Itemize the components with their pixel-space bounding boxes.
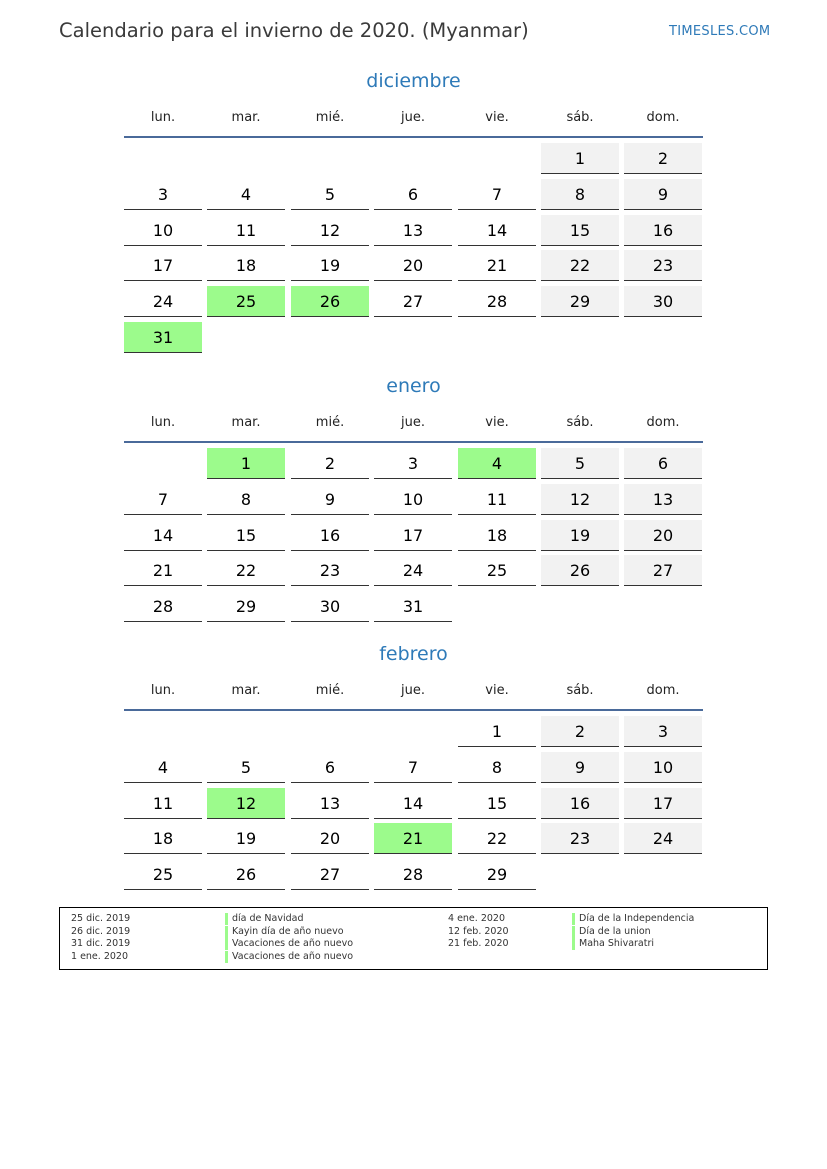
holiday-day-cell[interactable]: 26 [291,286,369,317]
day-cell[interactable]: 1 [458,716,536,747]
day-cell[interactable]: 15 [458,788,536,819]
header-divider [124,136,703,138]
day-cell[interactable]: 19 [207,823,285,854]
weekday-header: jue. [401,415,425,430]
day-cell[interactable]: 22 [207,555,285,586]
day-cell[interactable]: 26 [541,555,619,586]
holiday-day-cell[interactable]: 25 [207,286,285,317]
legend-holiday-name: Día de la Independencia [572,913,694,925]
day-cell[interactable]: 25 [124,859,202,890]
day-cell[interactable]: 5 [207,752,285,783]
day-cell[interactable]: 11 [124,788,202,819]
day-cell[interactable]: 27 [291,859,369,890]
weekday-header: vie. [485,110,509,125]
day-cell[interactable]: 17 [124,250,202,281]
day-cell[interactable]: 24 [624,823,702,854]
day-cell[interactable]: 3 [124,179,202,210]
day-cell[interactable]: 9 [541,752,619,783]
weekday-header: lun. [150,415,176,430]
day-cell[interactable]: 14 [374,788,452,819]
legend-date: 25 dic. 2019 [71,913,131,924]
day-cell[interactable]: 30 [624,286,702,317]
day-cell[interactable]: 11 [458,484,536,515]
weekday-header: dom. [646,110,680,125]
day-cell[interactable]: 10 [624,752,702,783]
day-cell[interactable]: 13 [374,215,452,246]
legend-date: 31 dic. 2019 [71,938,131,949]
day-cell[interactable]: 7 [458,179,536,210]
day-cell[interactable]: 29 [458,859,536,890]
day-cell[interactable]: 17 [374,520,452,551]
day-cell[interactable]: 10 [124,215,202,246]
weekday-header: sáb. [566,415,594,430]
legend-date: 12 feb. 2020 [448,926,509,937]
day-cell[interactable]: 11 [207,215,285,246]
day-cell[interactable]: 25 [458,555,536,586]
weekday-header: vie. [485,683,509,698]
day-cell[interactable]: 23 [624,250,702,281]
day-cell[interactable]: 19 [541,520,619,551]
day-cell[interactable]: 28 [124,591,202,622]
day-cell[interactable]: 20 [291,823,369,854]
day-cell[interactable]: 28 [374,859,452,890]
month-name: diciembre [366,70,461,92]
day-cell[interactable]: 7 [374,752,452,783]
day-cell[interactable]: 24 [374,555,452,586]
weekday-header: mar. [231,110,261,125]
weekday-header: dom. [646,415,680,430]
day-cell[interactable]: 14 [124,520,202,551]
day-cell[interactable]: 29 [207,591,285,622]
day-cell[interactable]: 28 [458,286,536,317]
weekday-header: mié. [315,683,345,698]
day-cell[interactable]: 24 [124,286,202,317]
holiday-day-cell[interactable]: 4 [458,448,536,479]
weekday-header: lun. [150,683,176,698]
day-cell[interactable]: 14 [458,215,536,246]
day-cell[interactable]: 2 [291,448,369,479]
day-cell[interactable]: 9 [624,179,702,210]
day-cell[interactable]: 19 [291,250,369,281]
day-cell[interactable]: 6 [374,179,452,210]
day-cell[interactable]: 6 [624,448,702,479]
day-cell[interactable]: 15 [541,215,619,246]
day-cell[interactable]: 9 [291,484,369,515]
weekday-header: mié. [315,110,345,125]
day-cell[interactable]: 15 [207,520,285,551]
day-cell[interactable]: 18 [458,520,536,551]
day-cell[interactable]: 22 [541,250,619,281]
holiday-day-cell[interactable]: 21 [374,823,452,854]
weekday-header: dom. [646,683,680,698]
weekday-header: mar. [231,415,261,430]
legend-holiday-name: día de Navidad [225,913,303,925]
weekday-header: sáb. [566,110,594,125]
day-cell[interactable]: 13 [291,788,369,819]
weekday-header: sáb. [566,683,594,698]
day-cell[interactable]: 21 [124,555,202,586]
legend-date: 4 ene. 2020 [448,913,505,924]
day-cell[interactable]: 26 [207,859,285,890]
day-cell[interactable]: 3 [624,716,702,747]
day-cell[interactable]: 4 [124,752,202,783]
day-cell[interactable]: 10 [374,484,452,515]
day-cell[interactable]: 7 [124,484,202,515]
legend-date: 21 feb. 2020 [448,938,509,949]
page-title: Calendario para el invierno de 2020. (Myanmar) [59,19,529,42]
legend-holiday-name: Maha Shivaratri [572,938,654,950]
day-cell[interactable]: 20 [374,250,452,281]
day-cell[interactable]: 29 [541,286,619,317]
weekday-header: jue. [401,683,425,698]
weekday-header: lun. [150,110,176,125]
day-cell[interactable]: 31 [374,591,452,622]
day-cell[interactable]: 8 [207,484,285,515]
holiday-day-cell[interactable]: 1 [207,448,285,479]
day-cell[interactable]: 6 [291,752,369,783]
day-cell[interactable]: 2 [624,143,702,174]
legend-holiday-name: Día de la union [572,926,651,938]
day-cell[interactable]: 2 [541,716,619,747]
day-cell[interactable]: 21 [458,250,536,281]
day-cell[interactable]: 4 [207,179,285,210]
month-name: febrero [379,643,448,665]
header-divider [124,709,703,711]
day-cell[interactable]: 23 [291,555,369,586]
day-cell[interactable]: 18 [207,250,285,281]
weekday-header: vie. [485,415,509,430]
weekday-header: jue. [401,110,425,125]
weekday-header: mié. [315,415,345,430]
day-cell[interactable]: 27 [624,555,702,586]
legend-holiday-name: Kayin día de año nuevo [225,926,344,938]
day-cell[interactable]: 13 [624,484,702,515]
holiday-day-cell[interactable]: 12 [207,788,285,819]
weekday-header: mar. [231,683,261,698]
site-link[interactable]: TIMESLES.COM [669,24,771,39]
month-name: enero [386,375,441,397]
day-cell[interactable]: 17 [624,788,702,819]
day-cell[interactable]: 23 [541,823,619,854]
day-cell[interactable]: 20 [624,520,702,551]
holiday-legend [59,907,768,970]
day-cell[interactable]: 5 [541,448,619,479]
day-cell[interactable]: 30 [291,591,369,622]
day-cell[interactable]: 16 [624,215,702,246]
day-cell[interactable]: 12 [291,215,369,246]
day-cell[interactable]: 1 [541,143,619,174]
day-cell[interactable]: 3 [374,448,452,479]
day-cell[interactable]: 27 [374,286,452,317]
day-cell[interactable]: 16 [541,788,619,819]
legend-date: 26 dic. 2019 [71,926,131,937]
header-divider [124,441,703,443]
holiday-day-cell[interactable]: 31 [124,322,202,353]
day-cell[interactable]: 16 [291,520,369,551]
legend-date: 1 ene. 2020 [71,951,128,962]
day-cell[interactable]: 8 [541,179,619,210]
day-cell[interactable]: 8 [458,752,536,783]
day-cell[interactable]: 22 [458,823,536,854]
day-cell[interactable]: 5 [291,179,369,210]
legend-holiday-name: Vacaciones de año nuevo [225,938,353,950]
legend-holiday-name: Vacaciones de año nuevo [225,951,353,963]
day-cell[interactable]: 12 [541,484,619,515]
day-cell[interactable]: 18 [124,823,202,854]
